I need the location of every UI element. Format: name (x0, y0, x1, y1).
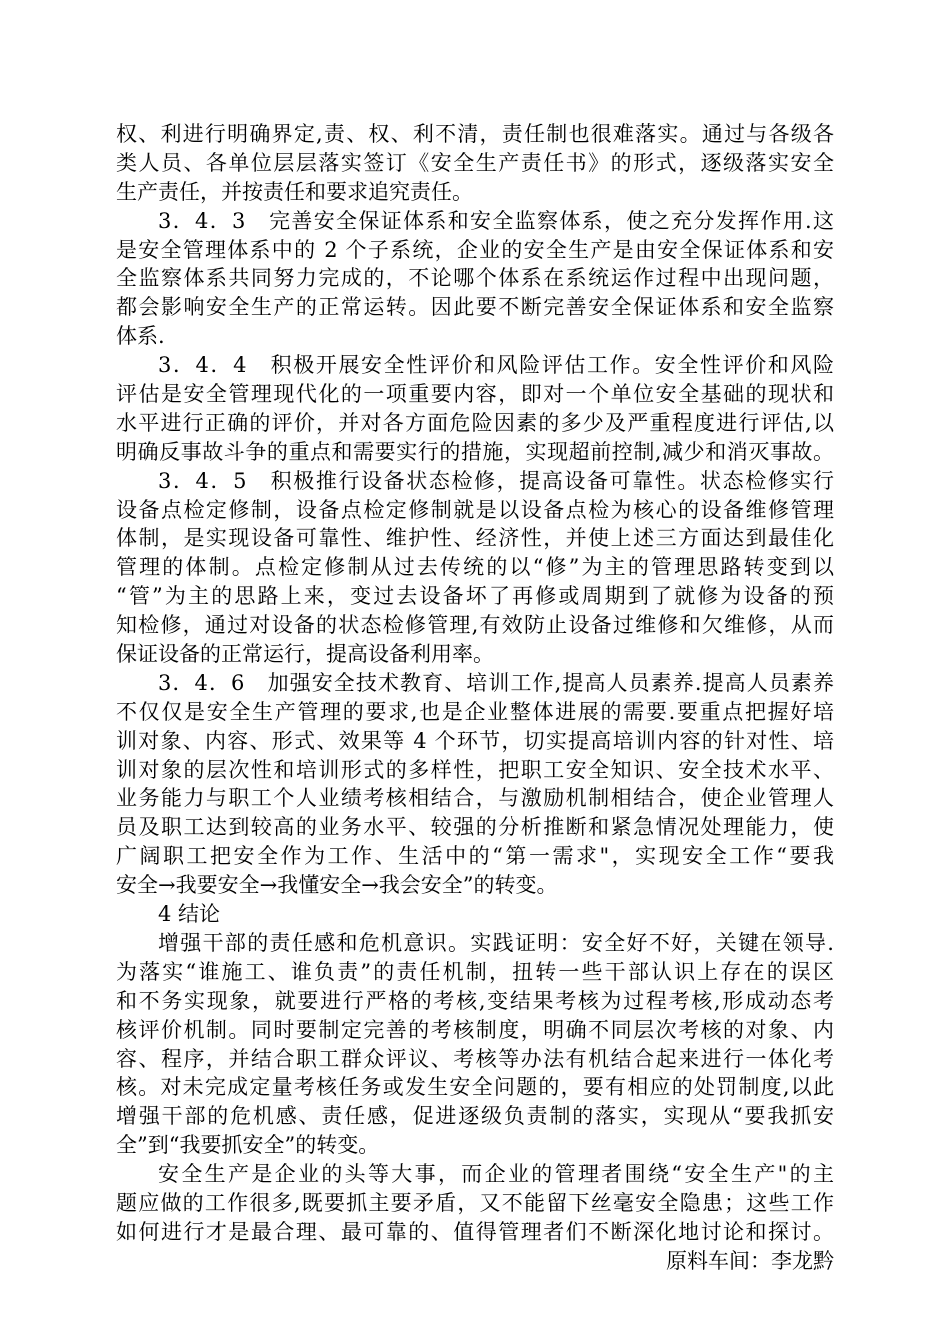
text-line: 题应做的工作很多,既要抓主要矛盾，又不能留下丝毫安全隐患；这些工作 (116, 1190, 834, 1215)
section-3-4-3-heading-line: 3．4．3 完善安全保证体系和安全监察体系，使之充分发挥作用.这 (158, 208, 834, 233)
document-body (116, 120, 834, 1276)
text-line: 为落实“谁施工、谁负责”的责任机制，扭转一些干部认识上存在的误区 (116, 959, 834, 984)
text-line: 全”到“我要抓安全”的转变。 (116, 1133, 380, 1158)
text-line: 安全生产是企业的头等大事，而企业的管理者围绕“安全生产"的主 (158, 1162, 834, 1187)
text-line: 体系. (116, 324, 165, 349)
text-line: 增强干部的责任感和危机意识。实践证明：安全好不好，关键在领导. (158, 930, 834, 955)
text-line: 水平进行正确的评价，并对各方面危险因素的多少及严重程度进行评估,以 (116, 410, 834, 435)
text-line: 设备点检定修制，设备点检定修制就是以设备点检为核心的设备维修管理 (116, 497, 834, 522)
text-line: 核。对未完成定量考核任务或发生安全问题的，要有相应的处罚制度,以此 (116, 1075, 834, 1100)
text-line: 全监察体系共同努力完成的，不论哪个体系在系统运作过程中出现问题， (116, 266, 834, 291)
text-line: 权、利进行明确界定,责、权、利不清，责任制也很难落实。通过与各级各 (116, 122, 834, 146)
text-line: 明确反事故斗争的重点和需要实行的措施，实现超前控制,减少和消灭事故。 (116, 439, 834, 464)
text-line: 知检修，通过对设备的状态检修管理,有效防止设备过维修和欠维修，从而 (116, 613, 834, 638)
text-line: 保证设备的正常运行，提高设备利用率。 (116, 642, 494, 667)
text-line: 是安全管理体系中的 2 个子系统，企业的安全生产是由安全保证体系和安 (116, 237, 834, 262)
text-line: 生产责任，并按责任和要求追究责任。 (116, 179, 473, 204)
section-4-heading: 4 结论 (158, 902, 221, 927)
text-line: 训对象的层次性和培训形式的多样性，把职工安全知识、安全技术水平、 (116, 757, 834, 782)
text-line: 广阔职工把安全作为工作、生活中的“第一需求"，实现安全工作“要我 (116, 844, 834, 869)
text-line: 管理的体制。点检定修制从过去传统的以“修”为主的管理思路转变到以 (116, 555, 834, 580)
text-line: 都会影响安全生产的正常运转。因此要不断完善安全保证体系和安全监察 (116, 295, 834, 320)
text-line: 评估是安全管理现代化的一项重要内容，即对一个单位安全基础的现状和 (116, 382, 834, 407)
text-line: 训对象、内容、形式、效果等 4 个环节，切实提高培训内容的针对性、培 (116, 728, 834, 753)
text-line: 不仅仅是安全生产管理的要求,也是企业整体进展的需要.要重点把握好培 (116, 699, 834, 724)
section-3-4-4-heading-line: 3．4．4 积极开展安全性评价和风险评估工作。安全性评价和风险 (158, 353, 834, 378)
text-line: 增强干部的危机感、责任感，促进逐级负责制的落实，实现从“要我抓安 (116, 1104, 834, 1129)
text-line: 容、程序，并结合职工群众评议、考核等办法有机结合起来进行一体化考 (116, 1046, 834, 1071)
author-signature: 原料车间：李龙黔 (666, 1248, 834, 1273)
text-line: 核评价机制。同时要制定完善的考核制度，明确不同层次考核的对象、内 (116, 1017, 834, 1042)
section-3-4-6-heading-line: 3．4．6 加强安全技术教育、培训工作,提高人员素养.提高人员素养 (158, 670, 834, 695)
text-line: “管”为主的思路上来，变过去设备坏了再修或周期到了就修为设备的预 (116, 584, 834, 609)
text-line: 如何进行才是最合理、最可靠的、值得管理者们不断深化地讨论和探讨。 (116, 1219, 834, 1244)
text-line: 业务能力与职工个人业绩考核相结合，与激励机制相结合，使企业管理人 (116, 786, 834, 811)
section-3-4-5-heading-line: 3．4．5 积极推行设备状态检修，提高设备可靠性。状态检修实行 (158, 468, 834, 493)
text-line: 安全→我要安全→我懂安全→我会安全”的转变。 (116, 873, 558, 898)
text-line: 员及职工达到较高的业务水平、较强的分析推断和紧急情况处理能力，使 (116, 815, 834, 840)
text-line: 和不务实现象，就要进行严格的考核,变结果考核为过程考核,形成动态考 (116, 988, 834, 1013)
text-line: 类人员、各单位层层落实签订《安全生产责任书》的形式，逐级落实安全 (116, 150, 834, 175)
text-line: 体制，是实现设备可靠性、维护性、经济性，并使上述三方面达到最佳化 (116, 526, 834, 551)
